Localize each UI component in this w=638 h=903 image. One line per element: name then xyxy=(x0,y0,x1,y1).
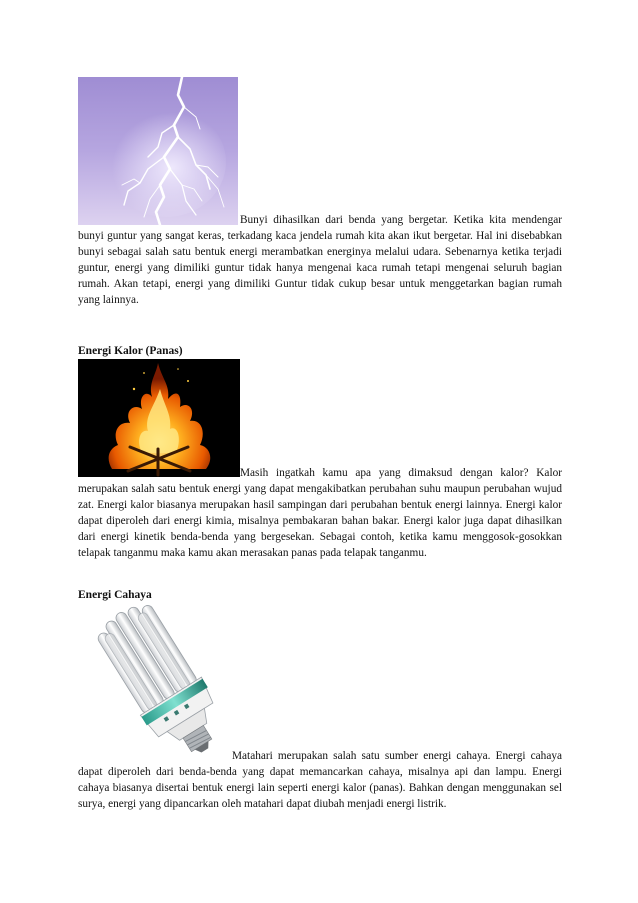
paragraph-bunyi-text: Bunyi dihasilkan dari benda yang bergetar. Ketika kita mendengar bunyi guntur yang sangat keras, terkadang kaca jendela rumah kita akan ikut bergetar. Hal ini disebabkan bunyi sebagai salah satu bentuk energi merambatkan energinya melalui udara. Sebenarnya ketika terjadi guntur, energi yang dimiliki guntur tidak hanya mengenai kaca rumah tetapi mengenai seluruh bagian rumah. Akan tetapi, energi yang dimiliki Guntur tidak cukup besar untuk menggetarkan bagian rumah yang lainnya. xyxy=(78,214,562,306)
paragraph-kalor-text: Masih ingatkah kamu apa yang dimaksud dengan kalor? Kalor merupakan salah satu bentuk energi yang dapat mengakibatkan perubahan suhu maupun perubahan wujud zat. Energi kalor biasanya merupakan hasil sampingan dari perubahan bentuk energi lainnya. Energi kalor dapat diperoleh dari energi kimia, misalnya pembakaran bahan bakar. Energi kalor juga dapat dihasilkan dari energi kinetik benda-benda yang bergesekan. Sebagai contoh, ketika kamu menggosok-gosokkan telapak tanganmu maka kamu akan merasakan panas pada telapak tanganmu. xyxy=(78,467,562,559)
fire-image xyxy=(78,359,240,477)
paragraph-kalor xyxy=(78,465,562,561)
lightning-image xyxy=(78,77,238,225)
paragraph-cahaya xyxy=(78,748,562,812)
section-heading-kalor: Energi Kalor (Panas) xyxy=(78,345,183,357)
fire-icon xyxy=(78,359,240,477)
paragraph-cahaya-text: Matahari merupakan salah satu sumber energi cahaya. Energi cahaya dapat diperoleh dari benda-benda yang dapat memancarkan cahaya, misalnya api dan lampu. Energi cahaya biasanya disertai bentuk energi lain seperti energi kalor (panas). Bahkan dengan menggunakan sel surya, energi yang dipancarkan oleh matahari dapat diubah menjadi energi listrik. xyxy=(78,750,562,810)
lamp-image xyxy=(78,603,238,753)
lamp-icon xyxy=(78,603,238,753)
paragraph-bunyi xyxy=(78,212,562,308)
section-heading-cahaya: Energi Cahaya xyxy=(78,589,152,601)
lightning-icon xyxy=(78,77,238,225)
